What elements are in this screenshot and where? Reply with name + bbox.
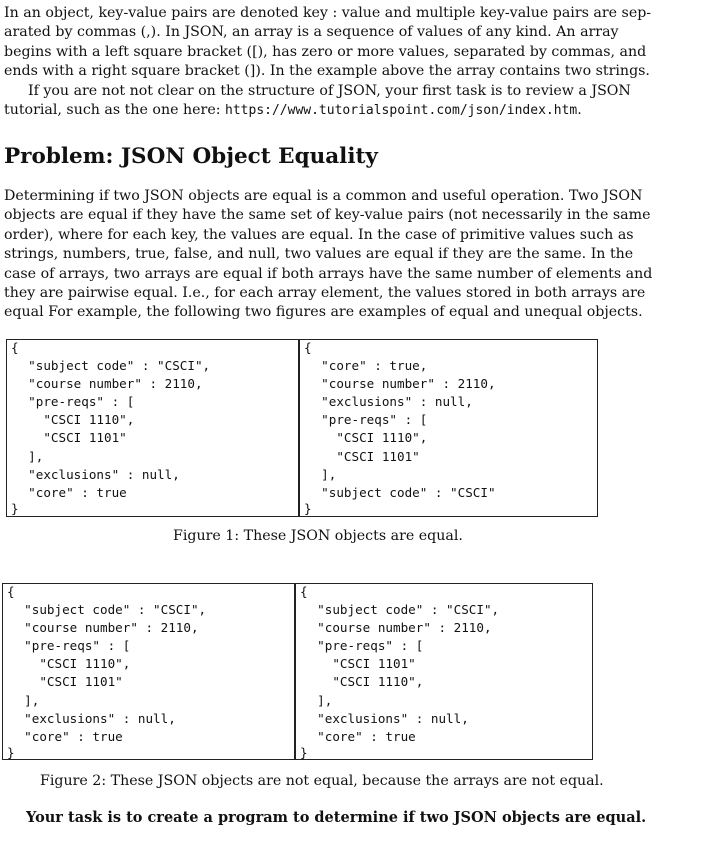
json-line: "pre-reqs" : [	[9, 638, 131, 654]
json-line: "core" : true,	[306, 358, 428, 373]
intro-line: begins with a left square bracket ([), has zero or more values, separated by commas, and	[4, 43, 647, 60]
figure2-right-json	[295, 583, 593, 760]
json-line: "core" : true	[13, 484, 127, 500]
json-line: "course number" : 2110,	[306, 376, 496, 392]
body-line: they are pairwise equal. I.e., for each array element, the values stored in both arrays are	[4, 285, 646, 302]
json-line: ],	[306, 466, 337, 482]
intro-line: arated by commas (,). In JSON, an array is a sequence of values of any kind. An array	[4, 24, 619, 41]
intro-paragraph	[4, 4, 652, 120]
json-line: "core" : true	[9, 728, 123, 744]
body-line: equal For example, the following two figures are examples of equal and unequal objects.	[4, 304, 643, 321]
body-line: Determining if two JSON objects are equal is a common and useful operation. Two JSON	[4, 188, 643, 204]
body-line: objects are equal if they have the same set of key-value pairs (not necessarily in the same	[4, 207, 651, 224]
tutorial-prefix: tutorial, such as the one here:	[4, 102, 226, 119]
tutorial-suffix: .	[577, 102, 582, 119]
json-line: "subject code" : "CSCI",	[302, 602, 500, 617]
json-line: "pre-reqs" : [	[302, 638, 424, 654]
intro-line: In an object, key-value pairs are denoted key : value and multiple key-value pairs are sep-	[4, 5, 652, 21]
close-brace: }	[300, 745, 308, 760]
intro-tutorial-line	[4, 101, 628, 120]
json-line: "exclusions" : null,	[306, 394, 473, 410]
json-line: ],	[302, 692, 333, 708]
body-line: case of arrays, two arrays are equal if both arrays have the same number of elements and	[4, 265, 653, 282]
close-brace: }	[11, 501, 19, 516]
tutorial-link[interactable]: https://www.tutorialspoint.com/json/index.htm	[225, 103, 578, 119]
figure1-right-json	[299, 339, 598, 517]
json-line: "CSCI 1110",	[306, 430, 428, 446]
close-brace: }	[7, 745, 15, 760]
json-line: ],	[13, 448, 44, 464]
open-brace: {	[304, 340, 312, 355]
json-line: "exclusions" : null,	[9, 710, 176, 726]
task-statement: Your task is to create a program to determine if two JSON objects are equal.	[26, 809, 647, 826]
open-brace: {	[300, 584, 308, 599]
body-line: strings, numbers, true, false, and null, two values are equal if they are the same. In the	[4, 246, 634, 263]
json-line: "subject code" : "CSCI",	[9, 602, 207, 617]
json-line: "CSCI 1110",	[302, 674, 424, 690]
figure1-caption: Figure 1: These JSON objects are equal.	[173, 528, 463, 544]
body-line: order), where for each key, the values are equal. In the case of primitive values such as	[4, 226, 634, 243]
body-paragraph	[4, 187, 653, 323]
json-line: "CSCI 1101"	[302, 656, 416, 672]
figure2-caption: Figure 2: These JSON objects are not equal, because the arrays are not equal.	[40, 773, 604, 789]
json-line: "pre-reqs" : [	[306, 412, 428, 428]
close-brace: }	[304, 501, 312, 516]
json-line: "course number" : 2110,	[13, 376, 203, 392]
open-brace: {	[11, 340, 19, 355]
intro-line: If you are not not clear on the structure of JSON, your first task is to review a JSON	[28, 82, 631, 99]
json-line: "CSCI 1110",	[13, 412, 135, 428]
json-line: "CSCI 1101"	[306, 448, 420, 464]
json-line: "subject code" : "CSCI"	[306, 484, 496, 500]
json-line: "exclusions" : null,	[302, 710, 469, 726]
json-line: "exclusions" : null,	[13, 466, 180, 482]
json-line: "pre-reqs" : [	[13, 394, 135, 410]
figure2-left-json	[2, 583, 295, 760]
json-line: "course number" : 2110,	[302, 620, 492, 636]
json-line: ],	[9, 692, 40, 708]
section-heading: Problem: JSON Object Equality	[4, 144, 378, 169]
json-line: "core" : true	[302, 728, 416, 744]
figure1-left-json	[6, 339, 299, 517]
json-line: "CSCI 1101"	[9, 674, 123, 690]
json-line: "subject code" : "CSCI",	[13, 358, 211, 373]
json-line: "CSCI 1110",	[9, 656, 131, 672]
open-brace: {	[7, 584, 15, 599]
intro-line: ends with a right square bracket (]). In the example above the array contains two strings.	[4, 63, 650, 80]
json-line: "CSCI 1101"	[13, 430, 127, 446]
json-line: "course number" : 2110,	[9, 620, 199, 636]
